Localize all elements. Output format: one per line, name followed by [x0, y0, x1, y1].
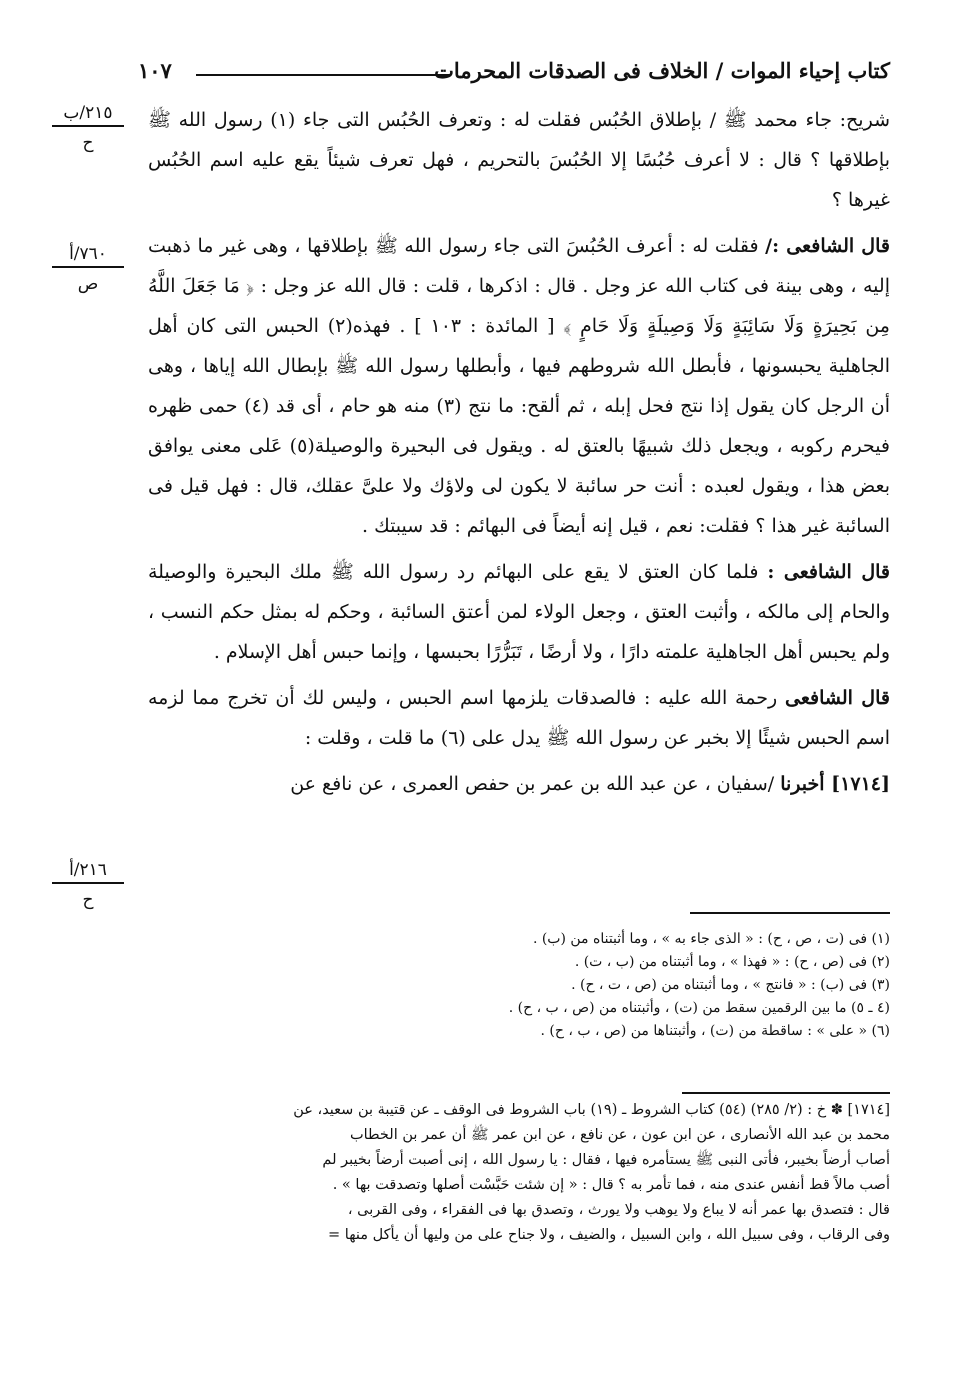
page-number: ١٠٧ [138, 58, 172, 83]
margin-note-folio: ٧٦٠/أ [52, 244, 124, 268]
margin-note-manuscript: ح [82, 133, 94, 153]
main-text [148, 100, 890, 810]
margin-note [52, 860, 124, 910]
footnote: (٣) فى (ب) : « فانتج » ، وما أثبتناه من (ص ، ت ، ح) . [571, 977, 890, 993]
paragraph [148, 678, 890, 758]
footnote-rule [690, 912, 890, 914]
paragraph-speaker: قال الشافعى :/ [765, 235, 890, 257]
paragraph [148, 100, 890, 220]
paragraph-text: فلما كان العتق لا يقع على البهائم رد رسول الله ﷺ ملك البحيرة والوصيلة والحام إلى مالكه ، وأثبت العتق ، وجعل الولاء لمن أعتق السائبة ، وحكم له بمثل حكم النسب ، ولم يحبس أهل الجاهلية علمته دارًا ، ولا أرضًا ، تَبَرُّرًا بحبسها ، وإنما حبس أهل الإسلام . [148, 561, 890, 663]
footnote: (٢) فى (ص ، ح) : « فهذا » ، وما أثبتناه من (ب ، ت) . [574, 954, 890, 970]
paragraph-text: رحمة الله عليه : فالصدقات يلزمها اسم الحبس ، وليس لك أن تخرج مما لزمه اسم الحبس شيئًا إلا بخبر عن رسول الله ﷺ يدل على (٦) ما قلت ، وقلت : [148, 687, 890, 749]
paragraph-text: شريح: جاء محمد ﷺ / بإطلاق الحُبُس فقلت له : وتعرف الحُبُس التى جاء (١) رسول الله ﷺ بإطلاقها ؟ قال : لا أعرف حُبُسًا إلا الحُبُسَ بالتحريم ، فهل تعرف شيئاً يقع عليه اسم الحُبُس غيرها ؟ [148, 109, 890, 211]
paragraph-speaker: [١٧١٤] أخبرنا [780, 773, 890, 795]
footnote: (١) فى (ت ، ص ، ح) : « الذى جاء به » ، وما أثبتناه من (ب) . [532, 931, 890, 947]
margin-note-manuscript: ص [77, 274, 99, 294]
paragraph-text: فقلت له : أعرف الحُبُسَ التى جاء رسول الله ﷺ بإطلاقها ، وهى غير ما ذهبت إليه ، وهى بينة فى كتاب الله عز وجل . قال : اذكرها ، قلت : قال الله عز وجل : ﴿ مَا جَعَلَ اللَّهُ مِن بَحِيرَةٍ وَلَا سَائِبَةٍ وَلَا وَصِيلَةٍ وَلَا حَامٍ ﴾ [ المائدة : ١٠٣ ] . فهذه(٢) الحبس التى كان أهل الجاهلية يحبسونها ، فأبطل الله شروطهم فيها ، وأبطلها رسول الله ﷺ بإبطال الله إياها ، وهى أن الرجل كان يقول إذا نتج فحل إبله ، ثم ألقح: ما نتج (٣) منه هو حام ، أى قد (٤) حمى ظهره فيحرم ركوبه ، ويجعل ذلك شبيهًا بالعتق له . ويقول فى البحيرة والوصيلة(٥) عَلى معنى يوافق بعض هذا ، ويقول لعبده : أنت حر سائبة لا يكون لى ولاؤك ولا علىَّ عقلك، قال : فهل قيل فى السائبة غير هذا ؟ فقلت: نعم ، قيل إنه أيضاً فى البهائم : قد سيبتك . [148, 235, 891, 537]
source-line: [١٧١٤] ✽ خ : (٢/ ٢٨٥) (٥٤) كتاب الشروط ـ (١٩) باب الشروط فى الوقف ـ عن قتيبة بن سعيد، عن [293, 1102, 890, 1118]
source-note [140, 1098, 890, 1248]
paragraph-speaker: قال الشافعى : [767, 561, 890, 583]
source-line: قال : فتصدق بها عمر أنه لا يباع ولا يوهب ولا يورث ، وتصدق بها فى الفقراء ، وفى القربى ، [347, 1202, 890, 1218]
paragraph [148, 552, 890, 672]
header-title: كتاب إحياء الموات / الخلاف فى الصدقات المحرمات [434, 58, 890, 83]
margin-note [52, 244, 124, 294]
source-rule [682, 1092, 890, 1094]
margin-note-folio: ٢١٦/أ [52, 860, 124, 884]
running-header [138, 58, 890, 94]
source-line: وفى الرقاب ، وفى سبيل الله ، وابن السبيل ، والضيف ، ولا جناح على من وليها أن يأكل منها = [328, 1227, 890, 1243]
footnotes [400, 928, 890, 1043]
margin-note-manuscript: ح [82, 890, 94, 910]
source-line: أصب مالاً قط أنفس عندى منه ، فما تأمر به ؟ قال : « إن شئت حَبَّسْت أصلها وتصدقت بها » . [332, 1177, 890, 1193]
paragraph [148, 764, 890, 804]
source-line: محمد بن عبد الله الأنصارى ، عن ابن عون ، عن نافع ، عن ابن عمر ﷺ أن عمر بن الخطاب [349, 1127, 890, 1143]
paragraph-speaker: قال الشافعى [785, 687, 890, 709]
header-rule [196, 74, 450, 76]
margin-note [52, 103, 124, 153]
footnote: (٤ ـ ٥) ما بين الرقمين سقط من (ت) ، وأثبتناه من (ص ، ب ، ح) . [508, 1000, 890, 1016]
paragraph-text: /سفيان ، عن عبد الله بن عمر بن حفص العمرى ، عن نافع عن [290, 773, 775, 795]
margin-note-folio: ٢١٥/ب [52, 103, 124, 127]
paragraph [148, 226, 890, 546]
footnote: (٦) « على » : ساقطة من (ت) ، وأثبتناها من (ص ، ب ، ح) . [540, 1023, 890, 1039]
source-line: أصاب أرضاً بخيبر، فأتى النبى ﷺ يستأمره فيها ، فقال : يا رسول الله ، إنى أصبت أرضاً بخيبر لم [322, 1152, 890, 1168]
